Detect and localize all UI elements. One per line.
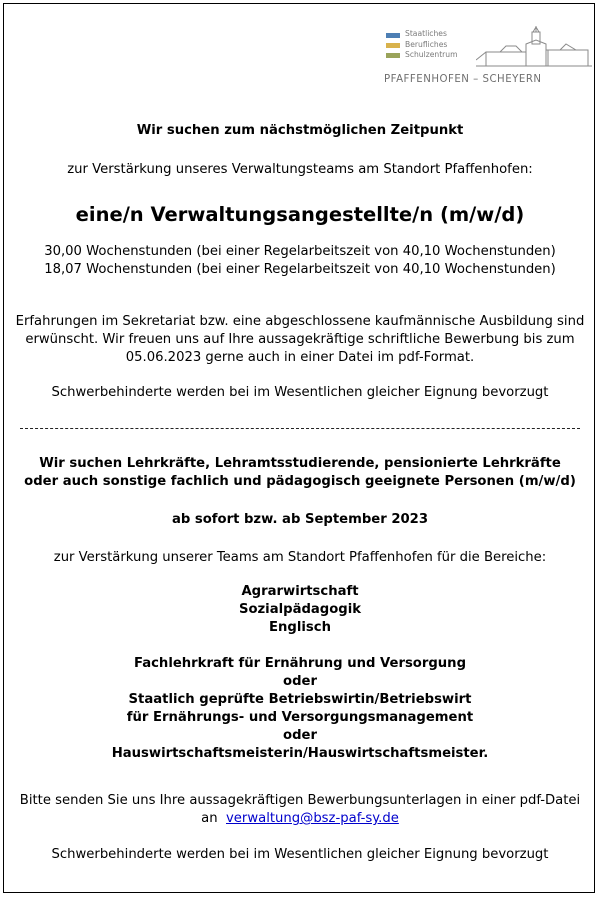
job2-position-line: Hauswirtschaftsmeisterin/Hauswirtschaftsmeister. <box>111 746 489 761</box>
logo-line: Schulzentrum <box>405 50 458 59</box>
job2-start: ab sofort bzw. ab September 2023 <box>171 512 429 527</box>
job2-team: zur Verstärkung unserer Teams am Standort Pfaffenhofen für die Bereiche: <box>53 550 547 565</box>
job2-area: Englisch <box>269 620 331 635</box>
job1-requirements-line: Erfahrungen im Sekretariat bzw. eine abgeschlossene kaufmännische Ausbildung sind <box>15 314 585 329</box>
logo-stripe-blue <box>386 33 400 38</box>
job2-area: Sozialpädagogik <box>238 602 362 617</box>
job1-hours-line: 18,07 Wochenstunden (bei einer Regelarbeitszeit von 40,10 Wochenstunden) <box>44 262 556 277</box>
church-skyline-icon <box>476 26 592 72</box>
job2-area: Agrarwirtschaft <box>241 584 359 599</box>
document-page <box>3 3 595 893</box>
logo-line: Berufliches <box>405 39 448 49</box>
section-divider <box>20 428 580 429</box>
job2-intro-line: Wir suchen Lehrkräfte, Lehramtsstudierende, pensionierte Lehrkräfte <box>39 456 561 471</box>
job1-team: zur Verstärkung unseres Verwaltungsteams am Standort Pfaffenhofen: <box>67 162 533 177</box>
logo-text <box>405 29 458 61</box>
logo-stripe-green <box>386 53 400 58</box>
job1-requirements-line: 05.06.2023 gerne auch in einer Datei im pdf-Format. <box>125 350 475 365</box>
job2-disability-note: Schwerbehinderte werden bei im Wesentlichen gleicher Eignung bevorzugt <box>51 847 549 862</box>
job2-apply-contact <box>4 810 596 828</box>
school-location: PFAFFENHOFEN – SCHEYERN <box>384 74 542 85</box>
job2-position-line: Staatlich geprüfte Betriebswirtin/Betriebswirt <box>128 692 472 707</box>
job1-intro: Wir suchen zum nächstmöglichen Zeitpunkt <box>136 123 464 138</box>
job1-requirements-line: erwünscht. Wir freuen uns auf Ihre aussagekräftige schriftliche Bewerbung bis zum <box>25 332 575 347</box>
job2-position-line: für Ernährungs- und Versorgungsmanagement <box>126 710 474 725</box>
apply-prefix: an <box>201 811 218 826</box>
job2-position-line: oder <box>283 674 317 689</box>
job2-position-line: oder <box>283 728 317 743</box>
job1-title: eine/n Verwaltungsangestellte/n (m/w/d) <box>75 203 525 226</box>
job2-position-line: Fachlehrkraft für Ernährung und Versorgung <box>133 656 467 671</box>
job2-apply-text: Bitte senden Sie uns Ihre aussagekräftigen Bewerbungsunterlagen in einer pdf-Datei <box>19 793 581 808</box>
job1-hours-line: 30,00 Wochenstunden (bei einer Regelarbeitszeit von 40,10 Wochenstunden) <box>44 244 556 259</box>
school-logo <box>384 26 594 92</box>
job2-intro-line: oder auch sonstige fachlich und pädagogisch geeignete Personen (m/w/d) <box>24 474 576 489</box>
logo-stripes <box>386 33 400 63</box>
job1-disability-note: Schwerbehinderte werden bei im Wesentlichen gleicher Eignung bevorzugt <box>51 385 549 400</box>
logo-line: Staatliches <box>405 29 447 38</box>
logo-stripe-yellow <box>386 43 400 48</box>
email-link[interactable]: verwaltung@bsz-paf-sy.de <box>226 811 399 826</box>
